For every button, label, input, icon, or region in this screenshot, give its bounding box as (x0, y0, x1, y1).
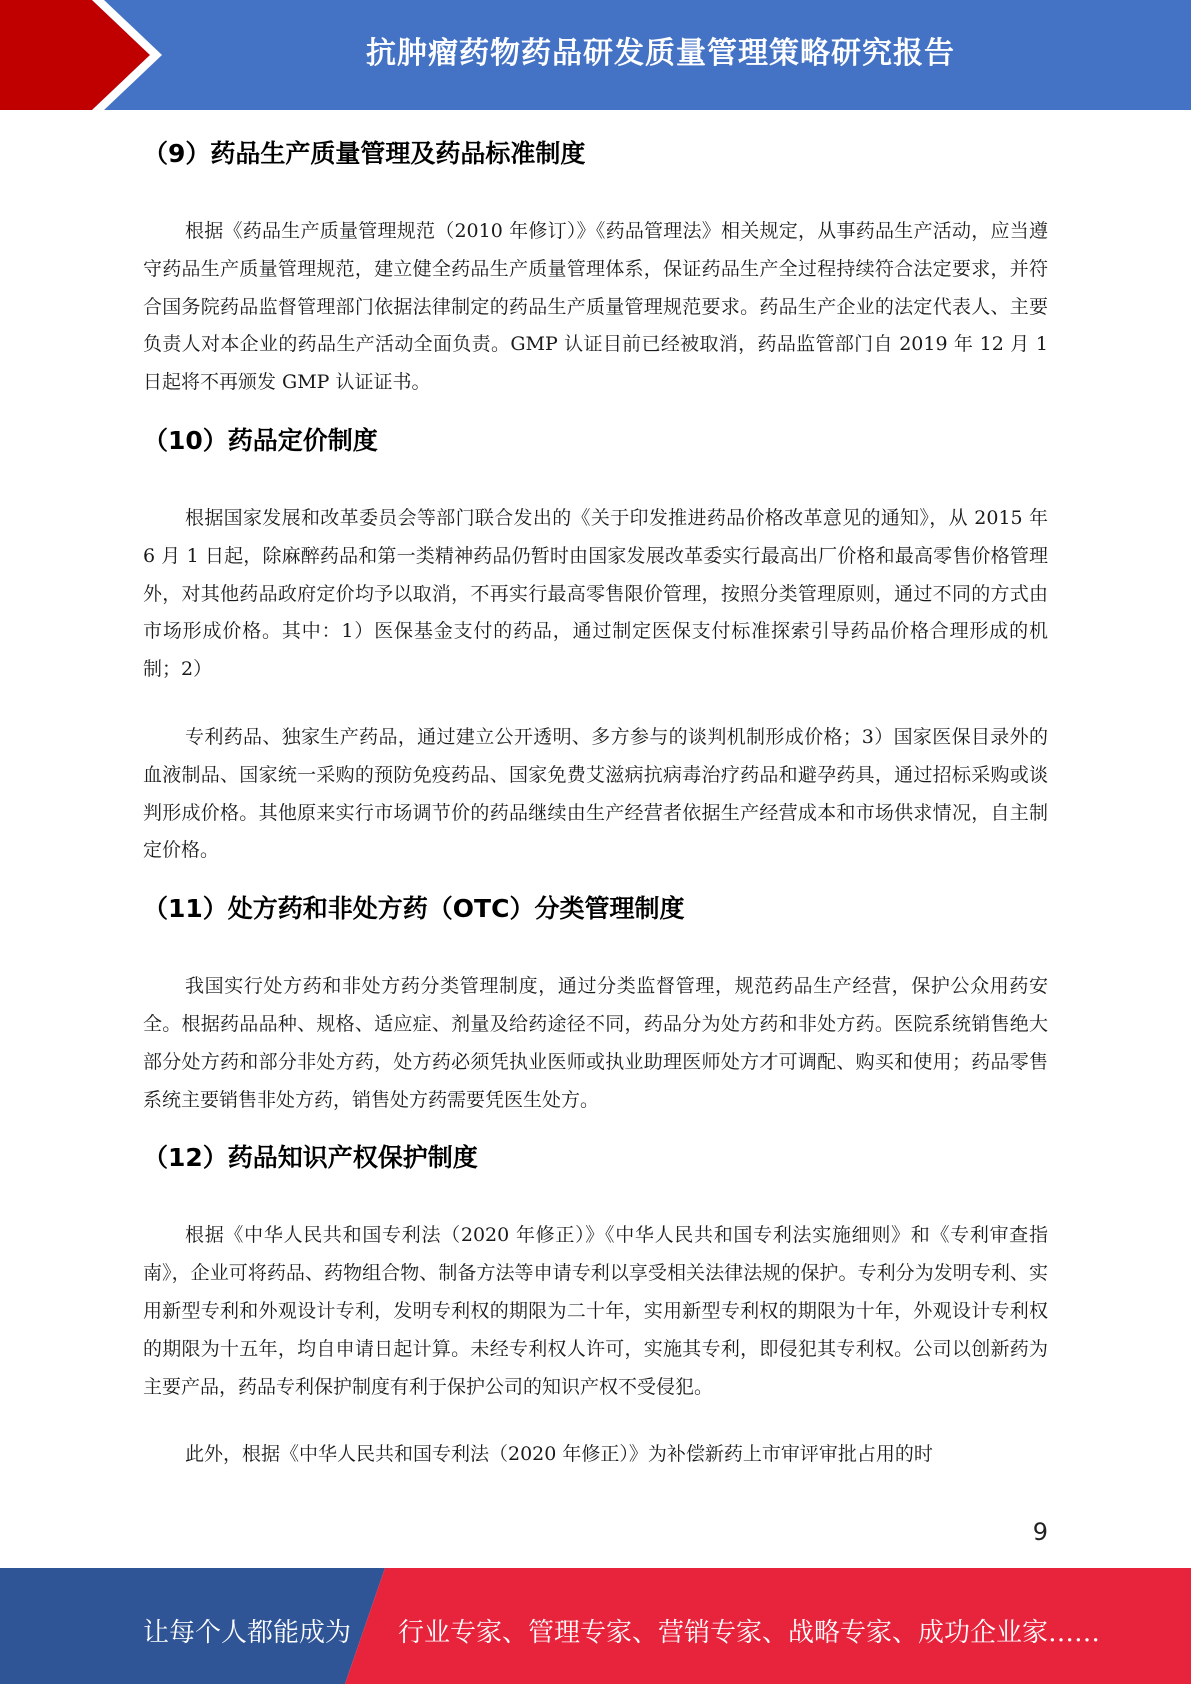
section-10-paragraph-1: 根据国家发展和改革委员会等部门联合发出的《关于印发推进药品价格改革意见的通知》，从 2015 年 6 月 1 日起，除麻醉药品和第一类精神药品仍暂时由国家发展改革委实行最高出厂价格和最高零售价格管理外，对其他药品政府定价均予以取消，不再实行最高零售限价管理，按照分类管理原则，通过不同的方式由市场形成价格。其中：1）医保基金支付的药品，通过制定医保支付标准探索引导药品价格合理形成的机制；2） (143, 506, 1048, 681)
section-9-paragraph: 根据《药品生产质量管理规范（2010 年修订）》《药品管理法》相关规定，从事药品生产活动，应当遵守药品生产质量管理规范，建立健全药品生产质量管理体系，保证药品生产全过程持续符合法定要求，并符合国务院药品监督管理部门依据法律制定的药品生产质量管理规范要求。药品生产企业的法定代表人、主要负责人对本企业的药品生产活动全面负责。GMP 认证目前已经被取消，药品监管部门自 2019 年 12 月 1 日起将不再颁发 GMP 认证证书。 (143, 220, 1048, 394)
page-header (0, 0, 1191, 110)
section-heading-9: （9）药品生产质量管理及药品标准制度 (143, 139, 586, 168)
section-12-paragraph-2: 此外，根据《中华人民共和国专利法（2020 年修正）》为补偿新药上市审评审批占用的时 (185, 1443, 933, 1466)
footer-slogan-left: 让每个人都能成为 (143, 1618, 352, 1648)
page-number: 9 (1032, 1518, 1048, 1546)
section-heading-12: （12）药品知识产权保护制度 (143, 1143, 478, 1173)
section-heading-10: （10）药品定价制度 (143, 425, 378, 455)
document-body (143, 125, 1048, 1474)
section-12-paragraph-1: 根据《中华人民共和国专利法（2020 年修正）》《中华人民共和国专利法实施细则》和《专利审查指南》，企业可将药品、药物组合物、制备方法等申请专利以享受相关法律法规的保护。专利分为发明专利、实用新型专利和外观设计专利，发明专利权的期限为二十年，实用新型专利权的期限为十年，外观设计专利权的期限为十五年，均自申请日起计算。未经专利权人许可，实施其专利，即侵犯其专利权。公司以创新药为主要产品，药品专利保护制度有利于保护公司的知识产权不受侵犯。 (143, 1224, 1048, 1398)
footer-slogan-right: 行业专家、管理专家、营销专家、战略专家、成功企业家…… (398, 1618, 1101, 1648)
page-footer (0, 1568, 1191, 1684)
section-10-paragraph-2: 专利药品、独家生产药品，通过建立公开透明、多方参与的谈判机制形成价格；3）国家医保目录外的血液制品、国家统一采购的预防免疫药品、国家免费艾滋病抗病毒治疗药品和避孕药具，通过招标采购或谈判形成价格。其他原来实行市场调节价的药品继续由生产经营者依据生产经营成本和市场供求情况，自主制定价格。 (143, 725, 1048, 862)
section-11-paragraph: 我国实行处方药和非处方药分类管理制度，通过分类监督管理，规范药品生产经营，保护公众用药安全。根据药品品种、规格、适应症、剂量及给药途径不同，药品分为处方药和非处方药。医院系统销售绝大部分处方药和部分非处方药，处方药必须凭执业医师或执业助理医师处方才可调配、购买和使用；药品零售系统主要销售非处方药，销售处方药需要凭医生处方。 (143, 975, 1048, 1111)
section-heading-11: （11）处方药和非处方药（OTC）分类管理制度 (143, 894, 685, 924)
header-title: 抗肿瘤药物药品研发质量管理策略研究报告 (366, 36, 955, 71)
